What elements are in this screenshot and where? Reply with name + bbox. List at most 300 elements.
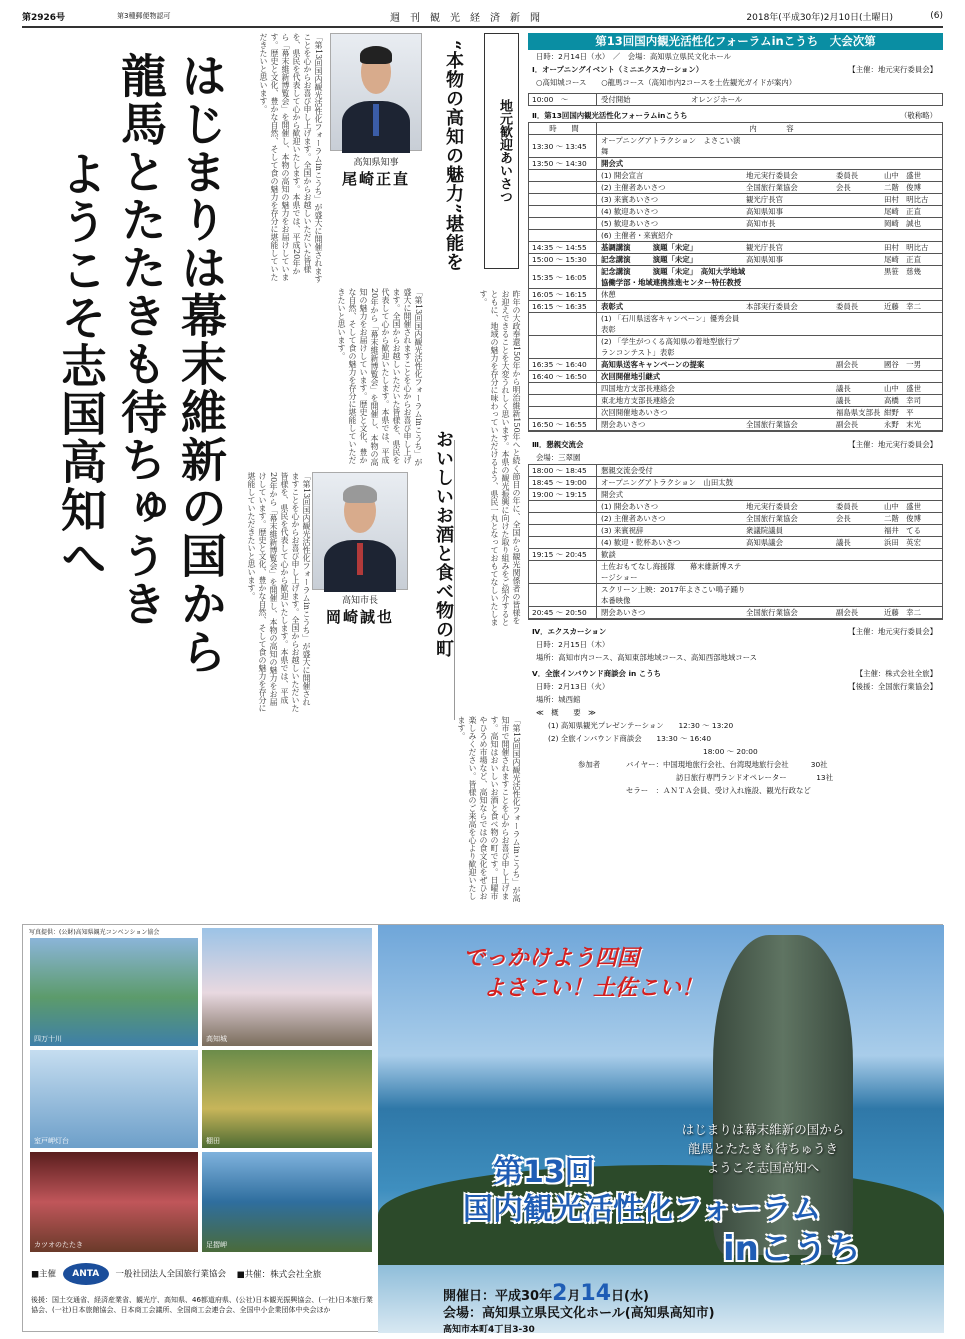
row-item: 歓談	[601, 550, 616, 559]
row-organization: 地元実行委員会	[746, 502, 798, 511]
table-row	[529, 537, 942, 549]
col-time-header: 時 間	[529, 123, 597, 134]
co-host: ■共催：株式会社全旅	[236, 1269, 322, 1280]
date-label: 開催日：平成30年	[443, 1289, 553, 1304]
event-date-venue	[443, 1281, 715, 1339]
section-4-org: 【主催：地元実行委員会】	[848, 627, 937, 636]
row-position	[836, 561, 884, 583]
row-person: 國谷 一男	[884, 360, 921, 369]
forum-title	[463, 1155, 861, 1269]
section-5-overview: ≪ 概 要 ≫	[536, 708, 596, 717]
row-time	[529, 194, 597, 205]
row-person	[884, 336, 942, 358]
row-position: 委員長	[836, 171, 859, 180]
date-month-unit: 月	[567, 1289, 581, 1304]
row-position	[836, 158, 884, 169]
row-item: (2) 主催者あいさつ	[601, 183, 666, 192]
katsuo-tataki-photo	[29, 1151, 199, 1253]
row-position	[836, 194, 884, 205]
mayor-caption	[312, 593, 408, 627]
row-item: 記念講演 演題「未定」	[601, 255, 698, 264]
row-item: 次回開催地引継式	[601, 372, 661, 381]
issue-date: 2018年(平成30年)2月10日(土曜日)	[746, 12, 893, 23]
row-organization	[746, 266, 836, 288]
photo-credit: 写真提供：(公財)高知県観光コンベンション協会	[29, 929, 160, 936]
row-organization: 全国旅行業協会	[746, 514, 798, 523]
tile-label-1: 四万十川	[34, 1035, 62, 1043]
row-position	[836, 289, 884, 300]
row-organization	[746, 336, 836, 358]
greeting-section-label: 地元歓迎あいさつ	[484, 33, 519, 269]
row-position: 議長	[836, 396, 851, 405]
table-row	[529, 313, 942, 336]
headline-line-1: はじまりは幕末維新の国から	[174, 52, 228, 676]
row-time: 13:50 ～ 14:30	[529, 158, 597, 169]
table-row	[529, 359, 942, 371]
row-person	[884, 289, 942, 300]
row-item: オープニングアトラクション 山田太鼓	[601, 478, 733, 487]
section-4-place: 場所：高知市内コース、高知東部地域コース、高知西部地域コース	[536, 653, 758, 662]
governor-article-text: 「第13回国内観光活性化フォーラムinこうち」が盛大に開催されますことを心からお喜び申し上げます。全国からお越しいただいた皆様を、県民を代表して心から歓迎いたします。本県では、平成20年から「幕末維新博覧会」を開催し、本物の高知の魅力をお届けしています。歴史と文化、豊かな自然、そして食の魅力を存分に堪能していただきたいと思います。	[259, 33, 323, 283]
lower-article-text: 「第13回国内観光活性化フォーラムinこうち」が高知市で開催されますことを心からお喜び申し上げます。高知はおいしいお酒と食べ物の町です。日曜市やひろめ市場など、高知ならではの食文化をぜひお楽しみください。皆様のご来高を心より歓迎いたします。	[457, 716, 521, 902]
mayor-role: 高知市長	[341, 596, 378, 606]
row-person	[884, 465, 942, 476]
event-schedule	[528, 33, 943, 901]
reception-label: 受付開始	[601, 95, 631, 104]
row-position	[836, 135, 884, 157]
row-time	[529, 501, 597, 512]
table-row	[529, 395, 942, 407]
row-item: オープニングアトラクション よさこい演舞	[601, 136, 741, 156]
row-item: 閉会あいさつ	[601, 420, 646, 429]
table-row	[529, 561, 942, 584]
participants-label: 参加者	[578, 760, 601, 769]
row-time	[529, 336, 597, 358]
row-position	[836, 465, 884, 476]
section-3-title: Ⅲ．懇親交流会	[532, 440, 584, 449]
tile-label-3: 室戸岬灯台	[34, 1137, 69, 1145]
row-time: 14:35 ～ 14:55	[529, 242, 597, 253]
row-person: 近藤 幸二	[884, 302, 921, 311]
row-time	[529, 206, 597, 217]
table-row	[529, 584, 942, 607]
row-position	[836, 336, 884, 358]
governor-photo	[330, 33, 422, 151]
date-day: 14	[580, 1281, 612, 1306]
row-item: (6) 主催者・来賓紹介	[601, 231, 673, 240]
row-organization	[746, 549, 836, 560]
row-organization	[746, 489, 836, 500]
newspaper-name: 週刊観光経済新聞	[390, 12, 550, 24]
tile-label-6: 足摺岬	[206, 1241, 227, 1249]
row-position: 副会長	[836, 360, 859, 369]
table-row	[529, 336, 942, 359]
row-item: 休憩	[601, 290, 616, 299]
table-row	[529, 477, 942, 489]
row-item: 開会式	[601, 490, 624, 499]
section-4-title: Ⅳ．エクスカーション	[532, 627, 607, 636]
row-organization	[746, 477, 836, 488]
promo-slogan	[463, 943, 703, 1003]
schedule-title: 第13回国内観光活性化フォーラムinこうち 大会次第	[528, 33, 943, 50]
col-content-header: 内 容	[749, 124, 794, 133]
row-person: 山中 盛世	[884, 384, 921, 393]
row-position: 福島県支部長	[836, 408, 881, 417]
row-item: 基調講演 演題「未定」	[601, 243, 698, 252]
section-1-courses: ○高知城コース ○龍馬コース（高知市内2コースを土佐観光ガイドが案内）	[536, 78, 797, 87]
row-time	[529, 513, 597, 524]
row-time: 15:00 ～ 15:30	[529, 254, 597, 265]
promo-line-2: 龍馬とたたきも待ちゅうき	[687, 1141, 838, 1156]
row-organization	[746, 359, 836, 370]
row-position	[836, 242, 884, 253]
table-row	[529, 525, 942, 537]
row-organization: 高知市長	[746, 219, 776, 228]
row-organization	[746, 135, 836, 157]
table-row	[529, 465, 942, 477]
row-person	[884, 561, 942, 583]
date-weekday: 日(水)	[611, 1289, 649, 1304]
row-organization: 観光庁長官	[746, 195, 783, 204]
table-row	[529, 501, 942, 513]
headline-line-3: ようこそ志国高知へ	[54, 150, 108, 582]
mayor-photo	[312, 472, 408, 590]
row-time: 19:00 ～ 19:15	[529, 489, 597, 500]
section-5-item-3: 18:00 ～ 20:00	[703, 747, 758, 756]
row-person: 浜田 英宏	[884, 538, 921, 547]
row-position: 委員長	[836, 302, 859, 311]
tile-label-4: 棚田	[206, 1137, 220, 1145]
row-person: 尾崎 正直	[884, 207, 921, 216]
section-2-note: （敬称略）	[900, 111, 937, 120]
mayor-subtitle: おいしいお酒と食べ物の町	[433, 430, 454, 658]
organizers	[31, 1263, 376, 1285]
table-row	[529, 489, 942, 501]
row-item: スクリーン上映：2017年よさこい鳴子踊り本番映像	[601, 585, 746, 605]
reception-time: 10:00 ～	[529, 94, 597, 105]
column-divider	[454, 440, 455, 720]
row-person: 福井 てる	[884, 526, 921, 535]
row-item: 閉会あいさつ	[601, 608, 646, 617]
row-organization: 全国旅行業協会	[746, 420, 798, 429]
row-position	[836, 230, 884, 241]
table-row	[529, 135, 942, 158]
table-row	[529, 242, 942, 254]
event-banner	[22, 924, 943, 1335]
table-row	[529, 419, 942, 431]
row-organization	[746, 584, 836, 606]
governor-article-text-end: 「第13回国内観光活性化フォーラムinこうち」が盛大に開催されますことを心からお喜び申し上げます。全国からお越しいただいた皆様を、県民を代表して心から歓迎いたします。本県では、平成20年から「幕末維新博覧会」を開催し、本物の高知の魅力をお届けしています。歴史と文化、豊かな自然、そして食の魅力を存分に堪能していただきたいと思います。	[247, 472, 311, 712]
row-person: 田村 明比古	[884, 243, 929, 252]
row-item: (4) 歓迎・乾杯あいさつ	[601, 538, 681, 547]
page-header	[22, 6, 943, 28]
row-organization	[746, 407, 836, 418]
section-4-date: 日時：2月15日（木）	[536, 640, 610, 649]
row-item: (2) 「学生がつくる高知県の着地型旅行プランコンテスト」表彰	[601, 337, 740, 357]
row-person	[884, 477, 942, 488]
title-location: inこうち	[723, 1229, 861, 1269]
tile-label-5: カツオのたたき	[34, 1241, 83, 1249]
governor-article-text-cont: 「第13回国内観光活性化フォーラムinこうち」が盛大に開催されますことを心からお喜び申し上げます。全国からお越しいただいた皆様を、県民を代表して心から歓迎いたします。本県では、平成20年から「幕末維新博覧会」を開催し、本物の高知の魅力をお届けしています。歴史と文化、豊かな自然、そして食の魅力を存分に堪能していただきたいと思います。	[337, 288, 423, 467]
row-time: 18:45 ～ 19:00	[529, 477, 597, 488]
row-position: 副会長	[836, 420, 859, 429]
promo-line-3: ようこそ志国高知へ	[706, 1160, 820, 1175]
row-person	[884, 230, 942, 241]
row-item: 土佐おもてなし海援隊 幕末維新博ステージショー	[601, 562, 742, 582]
section-5-org: 【主催：株式会社全旅】	[855, 669, 937, 678]
section-2-title: Ⅱ．第13回国内観光活性化フォーラムinこうち	[532, 111, 688, 120]
section-3-heading	[528, 438, 943, 451]
row-organization	[746, 561, 836, 583]
section-5-date-row	[528, 680, 943, 693]
row-time: 16:35 ～ 16:40	[529, 359, 597, 370]
slogan-line-2: よさこい！土佐こい！	[483, 975, 704, 1001]
section-5-item-1: (1) 高知県観光プレゼンテーション 12:30 ～ 13:20	[548, 721, 734, 730]
row-person: 山中 盛世	[884, 171, 921, 180]
date-month: 2	[552, 1281, 568, 1306]
row-time	[529, 525, 597, 536]
row-time	[529, 313, 597, 335]
row-organization	[746, 383, 836, 394]
row-position	[836, 266, 884, 288]
row-person	[884, 135, 942, 157]
row-time	[529, 407, 597, 418]
row-person	[884, 313, 942, 335]
row-organization: 高知県議会	[746, 538, 783, 547]
section-5-buyers-2: 訪日旅行専門ランドオペレーター 13社	[676, 773, 833, 782]
venue: 会場：高知県立県民文化ホール(高知県高知市)	[443, 1306, 715, 1321]
host-label: ■主催	[31, 1269, 57, 1280]
governor-role: 高知県知事	[353, 158, 399, 168]
table-row	[529, 549, 942, 561]
row-time	[529, 230, 597, 241]
table-row	[529, 158, 942, 170]
row-time	[529, 383, 597, 394]
section-5-heading	[528, 667, 943, 680]
row-time: 18:00 ～ 18:45	[529, 465, 597, 476]
governor-subtitle: “本物の高知の魅力”堪能を	[443, 40, 464, 272]
row-organization	[746, 465, 836, 476]
slogan-line-1: でっかけよう四国	[463, 945, 640, 971]
row-position: 議長	[836, 384, 851, 393]
row-person: 二階 俊博	[884, 183, 921, 192]
row-time: 16:50 ～ 16:55	[529, 419, 597, 430]
row-organization: 地元実行委員会	[746, 171, 798, 180]
row-organization	[746, 158, 836, 169]
table-header-row	[529, 123, 942, 135]
supporters: 後援：国土交通省、経済産業省、観光庁、高知県、46都道府県、(公社)日本観光振興協会、(一社)日本旅行業協会、(一社)日本旅館協会、日本商工会議所、全国商工会連合会、全国中小企業団体中央会ほか	[31, 1296, 373, 1314]
table-row	[529, 206, 942, 218]
row-item: 高知県送客キャンペーンの提案	[601, 360, 705, 369]
mid-article-text: 昨年の大政奉還150年から明治維新150年へと続く節目の年に、全国から観光関係者の皆様をお迎えできることを大変うれしく思います。本県の観光振興に向けた取り組みをご紹介するとともに、地域の魅力を存分に味わっていただけるよう、県民一丸となっておもてなしいたします。	[479, 290, 521, 626]
row-time	[529, 584, 597, 606]
section-1-title: Ⅰ．オープニングイベント（ミニエクスカーション）	[532, 65, 704, 74]
row-person	[884, 489, 942, 500]
row-item: (5) 歓迎あいさつ	[601, 219, 659, 228]
row-position	[836, 218, 884, 229]
schedule-meta: 日時：2月14日（水） ／ 会場：高知県立県民文化ホール	[536, 52, 732, 61]
section-4-heading	[528, 625, 943, 638]
table-row	[529, 218, 942, 230]
row-position	[836, 584, 884, 606]
table-row	[529, 266, 942, 289]
row-item: (3) 来賓あいさつ	[601, 195, 659, 204]
table-row	[529, 407, 942, 419]
section-5-date: 日時：2月13日（火）	[536, 682, 610, 691]
row-item: (1) 開会あいさつ	[601, 502, 659, 511]
table-row	[529, 289, 942, 301]
page-number: (6)	[930, 11, 943, 21]
row-time	[529, 561, 597, 583]
row-position	[836, 477, 884, 488]
row-organization	[746, 313, 836, 335]
row-time: 13:30 ～ 13:45	[529, 135, 597, 157]
section-5-place: 場所：城西館	[536, 695, 581, 704]
row-person: 二階 俊博	[884, 514, 921, 523]
row-organization: 高知県知事	[746, 207, 783, 216]
section-3-org: 【主催：地元実行委員会】	[848, 440, 937, 449]
row-position	[836, 254, 884, 265]
table-row	[529, 194, 942, 206]
row-position	[836, 489, 884, 500]
row-organization: 衆議院議員	[746, 526, 783, 535]
buyers: バイヤー：中国現地旅行会社、台湾現地旅行会社 30社	[626, 760, 828, 769]
row-time: 16:15 ～ 16:35	[529, 301, 597, 312]
row-organization	[746, 230, 836, 241]
row-item: (3) 来賓祝辞	[601, 526, 644, 535]
row-time: 15:35 ～ 16:05	[529, 266, 597, 288]
row-position: 会長	[836, 183, 851, 192]
row-organization	[746, 371, 836, 382]
table-row	[529, 371, 942, 383]
row-time: 16:05 ～ 16:15	[529, 289, 597, 300]
row-time: 20:45 ～ 20:50	[529, 607, 597, 618]
row-position: 会長	[836, 514, 851, 523]
row-person: 尾崎 正直	[884, 255, 921, 264]
row-organization: 観光庁長官	[746, 243, 783, 252]
row-person: 永野 末光	[884, 420, 921, 429]
table-row	[529, 254, 942, 266]
row-time	[529, 170, 597, 181]
mayor-name: 岡崎誠也	[325, 608, 394, 626]
shimanto-river-photo	[29, 937, 199, 1047]
reception-place: オレンジホール	[691, 95, 743, 104]
title-edition: 第13回	[493, 1155, 595, 1190]
section-5-support: 【後援：全国旅行業協会】	[848, 682, 937, 691]
anta-logo: ANTA	[63, 1263, 109, 1285]
row-position	[836, 313, 884, 335]
host-name: 一般社団法人全国旅行業協会	[115, 1269, 226, 1280]
table-row	[529, 301, 942, 313]
row-person: 岡崎 誠也	[884, 219, 921, 228]
row-item: 表彰式	[601, 302, 624, 311]
promo-line-1: はじまりは幕末維新の国から	[681, 1122, 845, 1137]
table-row	[529, 513, 942, 525]
row-position: 副会長	[836, 608, 859, 617]
row-time: 19:15 ～ 20:45	[529, 549, 597, 560]
row-item: 次回開催地あいさつ	[601, 408, 668, 417]
table-row	[529, 182, 942, 194]
row-item: (1) 開会宣言	[601, 171, 644, 180]
ashizuri-cape-photo	[201, 1151, 373, 1253]
row-position	[836, 525, 884, 536]
row-item: 懇親交流会受付	[601, 466, 653, 475]
muroto-lighthouse-photo	[29, 1049, 199, 1149]
photo-collage	[23, 925, 378, 1255]
row-item: (4) 歓迎あいさつ	[601, 207, 659, 216]
row-organization	[746, 289, 836, 300]
section-5-sellers: セラー ：ＡＮＴＡ会員、受け入れ施設、観光行政など	[626, 786, 811, 795]
table-row	[529, 607, 942, 619]
governor-name: 尾崎正直	[341, 170, 410, 188]
section-5-participants	[528, 758, 943, 771]
row-organization	[746, 395, 836, 406]
row-person: 田村 明比古	[884, 195, 929, 204]
row-time: 16:40 ～ 16:50	[529, 371, 597, 382]
row-organization: 全国旅行業協会	[746, 608, 798, 617]
row-item: 記念講演 演題「未定」 高知大学地域協働学部・地域連携推進センター特任教授	[601, 267, 746, 287]
row-organization: 高知県知事	[746, 255, 783, 264]
row-item: (2) 主催者あいさつ	[601, 514, 666, 523]
row-item: 東北地方支部長連絡会	[601, 396, 675, 405]
section-3-venue: 会場：三翠園	[536, 453, 581, 462]
row-person: 黒笹 慈幾	[884, 267, 921, 276]
table-row	[529, 170, 942, 182]
section-1-org: 【主催：地元実行委員会】	[848, 65, 937, 74]
row-person: 山中 盛世	[884, 502, 921, 511]
postal-permit: 第3種郵便物認可	[117, 12, 171, 20]
reception-program-table	[528, 464, 943, 620]
venue-address: 高知市本町4丁目3-30	[443, 1325, 535, 1335]
row-person	[884, 549, 942, 560]
headline-line-2: 龍馬とたたきも待ちゅうき	[114, 52, 168, 628]
row-time	[529, 395, 597, 406]
table-row	[529, 383, 942, 395]
row-item: 開会式	[601, 159, 624, 168]
row-person	[884, 371, 942, 382]
row-position: 委員長	[836, 502, 859, 511]
row-organization: 全国旅行業協会	[746, 183, 798, 192]
row-person	[884, 158, 942, 169]
issue-number: 第2926号	[22, 12, 66, 23]
row-time	[529, 218, 597, 229]
row-position	[836, 206, 884, 217]
governor-caption	[330, 155, 422, 189]
row-time	[529, 537, 597, 548]
section-2-heading	[528, 109, 943, 122]
rice-terrace-photo	[201, 1049, 373, 1149]
table-row	[529, 230, 942, 242]
section-1-heading	[528, 63, 943, 76]
row-item: (1) 「石川県送客キャンペーン」優秀会員表彰	[601, 314, 740, 334]
row-person: 高橋 幸司	[884, 396, 921, 405]
tile-label-2: 高知城	[206, 1035, 227, 1043]
row-position: 議長	[836, 538, 851, 547]
row-position	[836, 549, 884, 560]
row-position	[836, 371, 884, 382]
kochi-castle-photo	[201, 927, 373, 1047]
reception-row	[528, 93, 943, 106]
row-item: 四国地方支部長連絡会	[601, 384, 675, 393]
row-person: 紺野 平	[884, 408, 914, 417]
row-organization: 本部実行委員会	[746, 302, 798, 311]
section-5-item-2: (2) 全旅インバウンド商談会 13:30 ～ 16:40	[548, 734, 712, 743]
headline	[22, 32, 250, 712]
forum-program-table	[528, 122, 943, 432]
section-5-title: Ⅴ．全旅インバウンド商談会 in こうち	[532, 669, 662, 678]
row-time	[529, 182, 597, 193]
row-person: 近藤 幸二	[884, 608, 921, 617]
